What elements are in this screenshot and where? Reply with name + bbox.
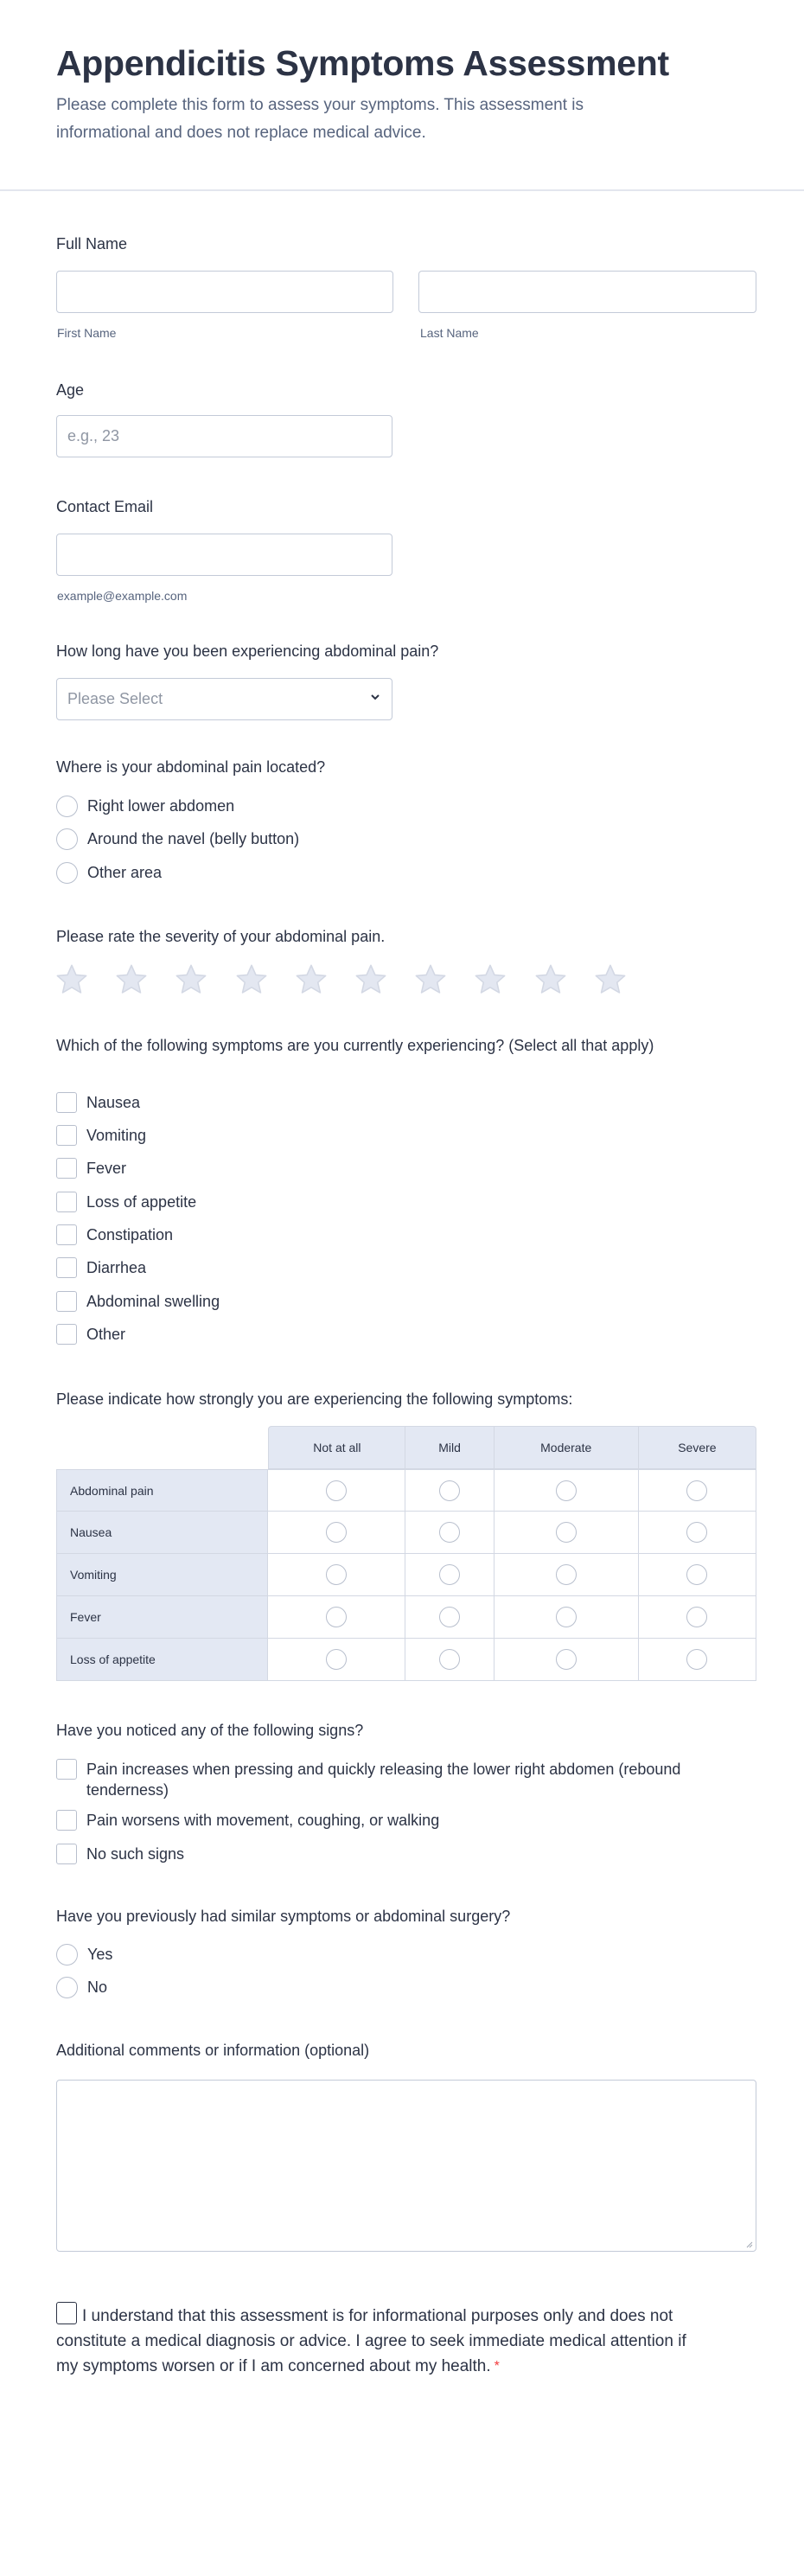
checkbox[interactable] [56,1192,77,1212]
symptoms-option[interactable] [56,1191,196,1213]
symptoms-option[interactable] [56,1157,126,1179]
history-option-label: Yes [87,1945,113,1963]
matrix-cell[interactable] [405,1596,494,1639]
history-option[interactable] [56,1976,107,1998]
matrix-cell[interactable] [495,1639,639,1681]
radio-button[interactable] [556,1607,577,1627]
matrix-cell[interactable] [639,1512,756,1554]
matrix-label: Please indicate how strongly you are experiencing the following symptoms: [56,1390,573,1408]
matrix-cell[interactable] [405,1469,494,1512]
matrix-cell[interactable] [268,1596,405,1639]
full-name-label: Full Name [56,235,128,252]
radio-button[interactable] [439,1564,460,1585]
symptoms-option-label: Nausea [86,1093,141,1111]
location-option[interactable] [56,861,162,884]
radio-button[interactable] [439,1480,460,1501]
radio-button[interactable] [686,1649,707,1670]
matrix-row [56,1554,756,1596]
first-name-sublabel: First Name [57,326,117,340]
radio-button[interactable] [56,1977,78,1998]
consent-field [56,2302,687,2379]
location-option-label: Other area [87,863,163,881]
checkbox[interactable] [56,1224,77,1245]
signs-option[interactable] [56,1759,756,1800]
symptoms-option[interactable] [56,1256,146,1279]
age-input[interactable] [56,415,392,457]
matrix-cell[interactable] [268,1554,405,1596]
radio-button[interactable] [556,1522,577,1543]
matrix-cell[interactable] [405,1639,494,1681]
first-name-input[interactable] [56,271,393,313]
comments-label: Additional comments or information (optional) [56,2042,370,2059]
last-name-sublabel: Last Name [420,326,479,340]
symptoms-option[interactable] [56,1224,173,1246]
radio-button[interactable] [439,1607,460,1627]
symptoms-label: Which of the following symptoms are you currently experiencing? (Select all that apply) [56,1037,654,1054]
radio-button[interactable] [326,1607,347,1627]
radio-button[interactable] [326,1649,347,1670]
signs-option-label: No such signs [86,1844,185,1863]
checkbox[interactable] [56,1844,77,1864]
location-option-label: Right lower abdomen [87,796,235,815]
matrix-row [56,1596,756,1639]
star-icon[interactable] [474,963,507,996]
symptoms-option-label: Abdominal swelling [86,1292,220,1310]
duration-placeholder: Please Select [67,690,163,707]
checkbox[interactable] [56,1759,77,1780]
radio-button[interactable] [686,1522,707,1543]
matrix-row-label: Abdominal pain [56,1469,268,1512]
matrix-row-label: Fever [56,1596,268,1639]
matrix-cell[interactable] [495,1554,639,1596]
age-label: Age [56,381,85,399]
chevron-down-icon [369,691,381,703]
star-icon[interactable] [534,963,567,996]
star-icon[interactable] [235,963,268,996]
matrix-row [56,1639,756,1681]
duration-label: How long have you been experiencing abdominal pain? [56,642,439,660]
symptoms-option[interactable] [56,1323,125,1346]
matrix-corner [56,1426,268,1469]
signs-option[interactable] [56,1809,439,1831]
email-input[interactable] [56,534,392,576]
symptom-intensity-matrix [56,1426,756,1681]
matrix-row-label: Loss of appetite [56,1639,268,1681]
signs-option[interactable] [56,1843,184,1865]
consent-checkbox[interactable] [56,2302,77,2324]
matrix-column-header: Mild [405,1426,494,1469]
matrix-cell[interactable] [639,1639,756,1681]
symptoms-option[interactable] [56,1091,140,1114]
signs-option-label: Pain increases when pressing and quickly releasing the lower right abdomen (rebound tenderness) [86,1761,681,1799]
comments-textarea[interactable] [56,2080,756,2252]
matrix-row-label: Nausea [56,1512,268,1554]
checkbox[interactable] [56,1324,77,1345]
matrix-cell[interactable] [639,1596,756,1639]
matrix-cell[interactable] [495,1512,639,1554]
checkbox[interactable] [56,1092,77,1113]
symptoms-option[interactable] [56,1124,146,1147]
location-option[interactable] [56,795,234,817]
history-option[interactable] [56,1943,112,1966]
matrix-row [56,1469,756,1512]
matrix-cell[interactable] [405,1554,494,1596]
checkbox[interactable] [56,1810,77,1831]
resize-handle-icon[interactable] [746,2241,753,2248]
symptoms-option-label: Other [86,1325,126,1343]
checkbox[interactable] [56,1291,77,1312]
matrix-cell[interactable] [268,1512,405,1554]
radio-button[interactable] [439,1649,460,1670]
star-icon[interactable] [115,963,148,996]
star-icon[interactable] [414,963,447,996]
radio-button[interactable] [326,1522,347,1543]
symptoms-option-label: Vomiting [86,1126,147,1144]
checkbox[interactable] [56,1125,77,1146]
radio-button[interactable] [326,1480,347,1501]
symptoms-option-label: Constipation [86,1225,174,1243]
matrix-column-header: Severe [639,1426,756,1469]
radio-button[interactable] [686,1607,707,1627]
duration-select[interactable] [56,678,392,720]
checkbox[interactable] [56,1257,77,1278]
history-option-label: No [87,1978,108,1996]
matrix-column-header: Moderate [495,1426,639,1469]
radio-button[interactable] [556,1480,577,1501]
required-mark: * [494,2359,500,2374]
star-icon[interactable] [295,963,328,996]
page-title: Appendicitis Symptoms Assessment [56,43,669,83]
symptoms-option[interactable] [56,1290,220,1313]
radio-button[interactable] [326,1564,347,1585]
radio-button[interactable] [56,1944,78,1966]
matrix-cell[interactable] [405,1512,494,1554]
radio-button[interactable] [56,828,78,850]
matrix-cell[interactable] [639,1469,756,1512]
history-label: Have you previously had similar symptoms or abdominal surgery? [56,1908,511,1925]
checkbox[interactable] [56,1158,77,1179]
matrix-cell[interactable] [268,1639,405,1681]
radio-button[interactable] [686,1480,707,1501]
star-icon[interactable] [354,963,387,996]
star-icon[interactable] [175,963,207,996]
radio-button[interactable] [439,1522,460,1543]
matrix-cell[interactable] [495,1596,639,1639]
age-placeholder: e.g., 23 [67,427,120,444]
page-subtitle: Please complete this form to assess your symptoms. This assessment is informational and does not replace medical advice. [56,96,584,142]
star-icon[interactable] [594,963,627,996]
signs-label: Have you noticed any of the following signs? [56,1722,364,1739]
symptoms-option-label: Diarrhea [86,1258,147,1276]
header-divider [0,189,804,191]
last-name-input[interactable] [418,271,756,313]
signs-option-label: Pain worsens with movement, coughing, or walking [86,1811,440,1829]
severity-label: Please rate the severity of your abdominal pain. [56,928,386,945]
radio-button[interactable] [686,1564,707,1585]
matrix-cell[interactable] [268,1469,405,1512]
radio-button[interactable] [56,862,78,884]
location-label: Where is your abdominal pain located? [56,758,326,776]
location-option[interactable] [56,828,299,850]
consent-text: I understand that this assessment is for informational purposes only and does not constitute a medical diagnosis or advice. I agree to seek immediate medical attention if my symptoms worsen or if I am concerned about my health. [56,2307,686,2375]
radio-button[interactable] [556,1564,577,1585]
star-icon[interactable] [55,963,88,996]
matrix-column-header: Not at all [268,1426,405,1469]
matrix-cell[interactable] [495,1469,639,1512]
symptoms-option-label: Loss of appetite [86,1192,197,1211]
email-hint: example@example.com [57,589,188,603]
radio-button[interactable] [556,1649,577,1670]
email-label: Contact Email [56,498,154,515]
matrix-cell[interactable] [639,1554,756,1596]
matrix-row-label: Vomiting [56,1554,268,1596]
symptoms-option-label: Fever [86,1159,127,1177]
location-option-label: Around the navel (belly button) [87,829,300,847]
radio-button[interactable] [56,796,78,817]
matrix-row [56,1512,756,1554]
